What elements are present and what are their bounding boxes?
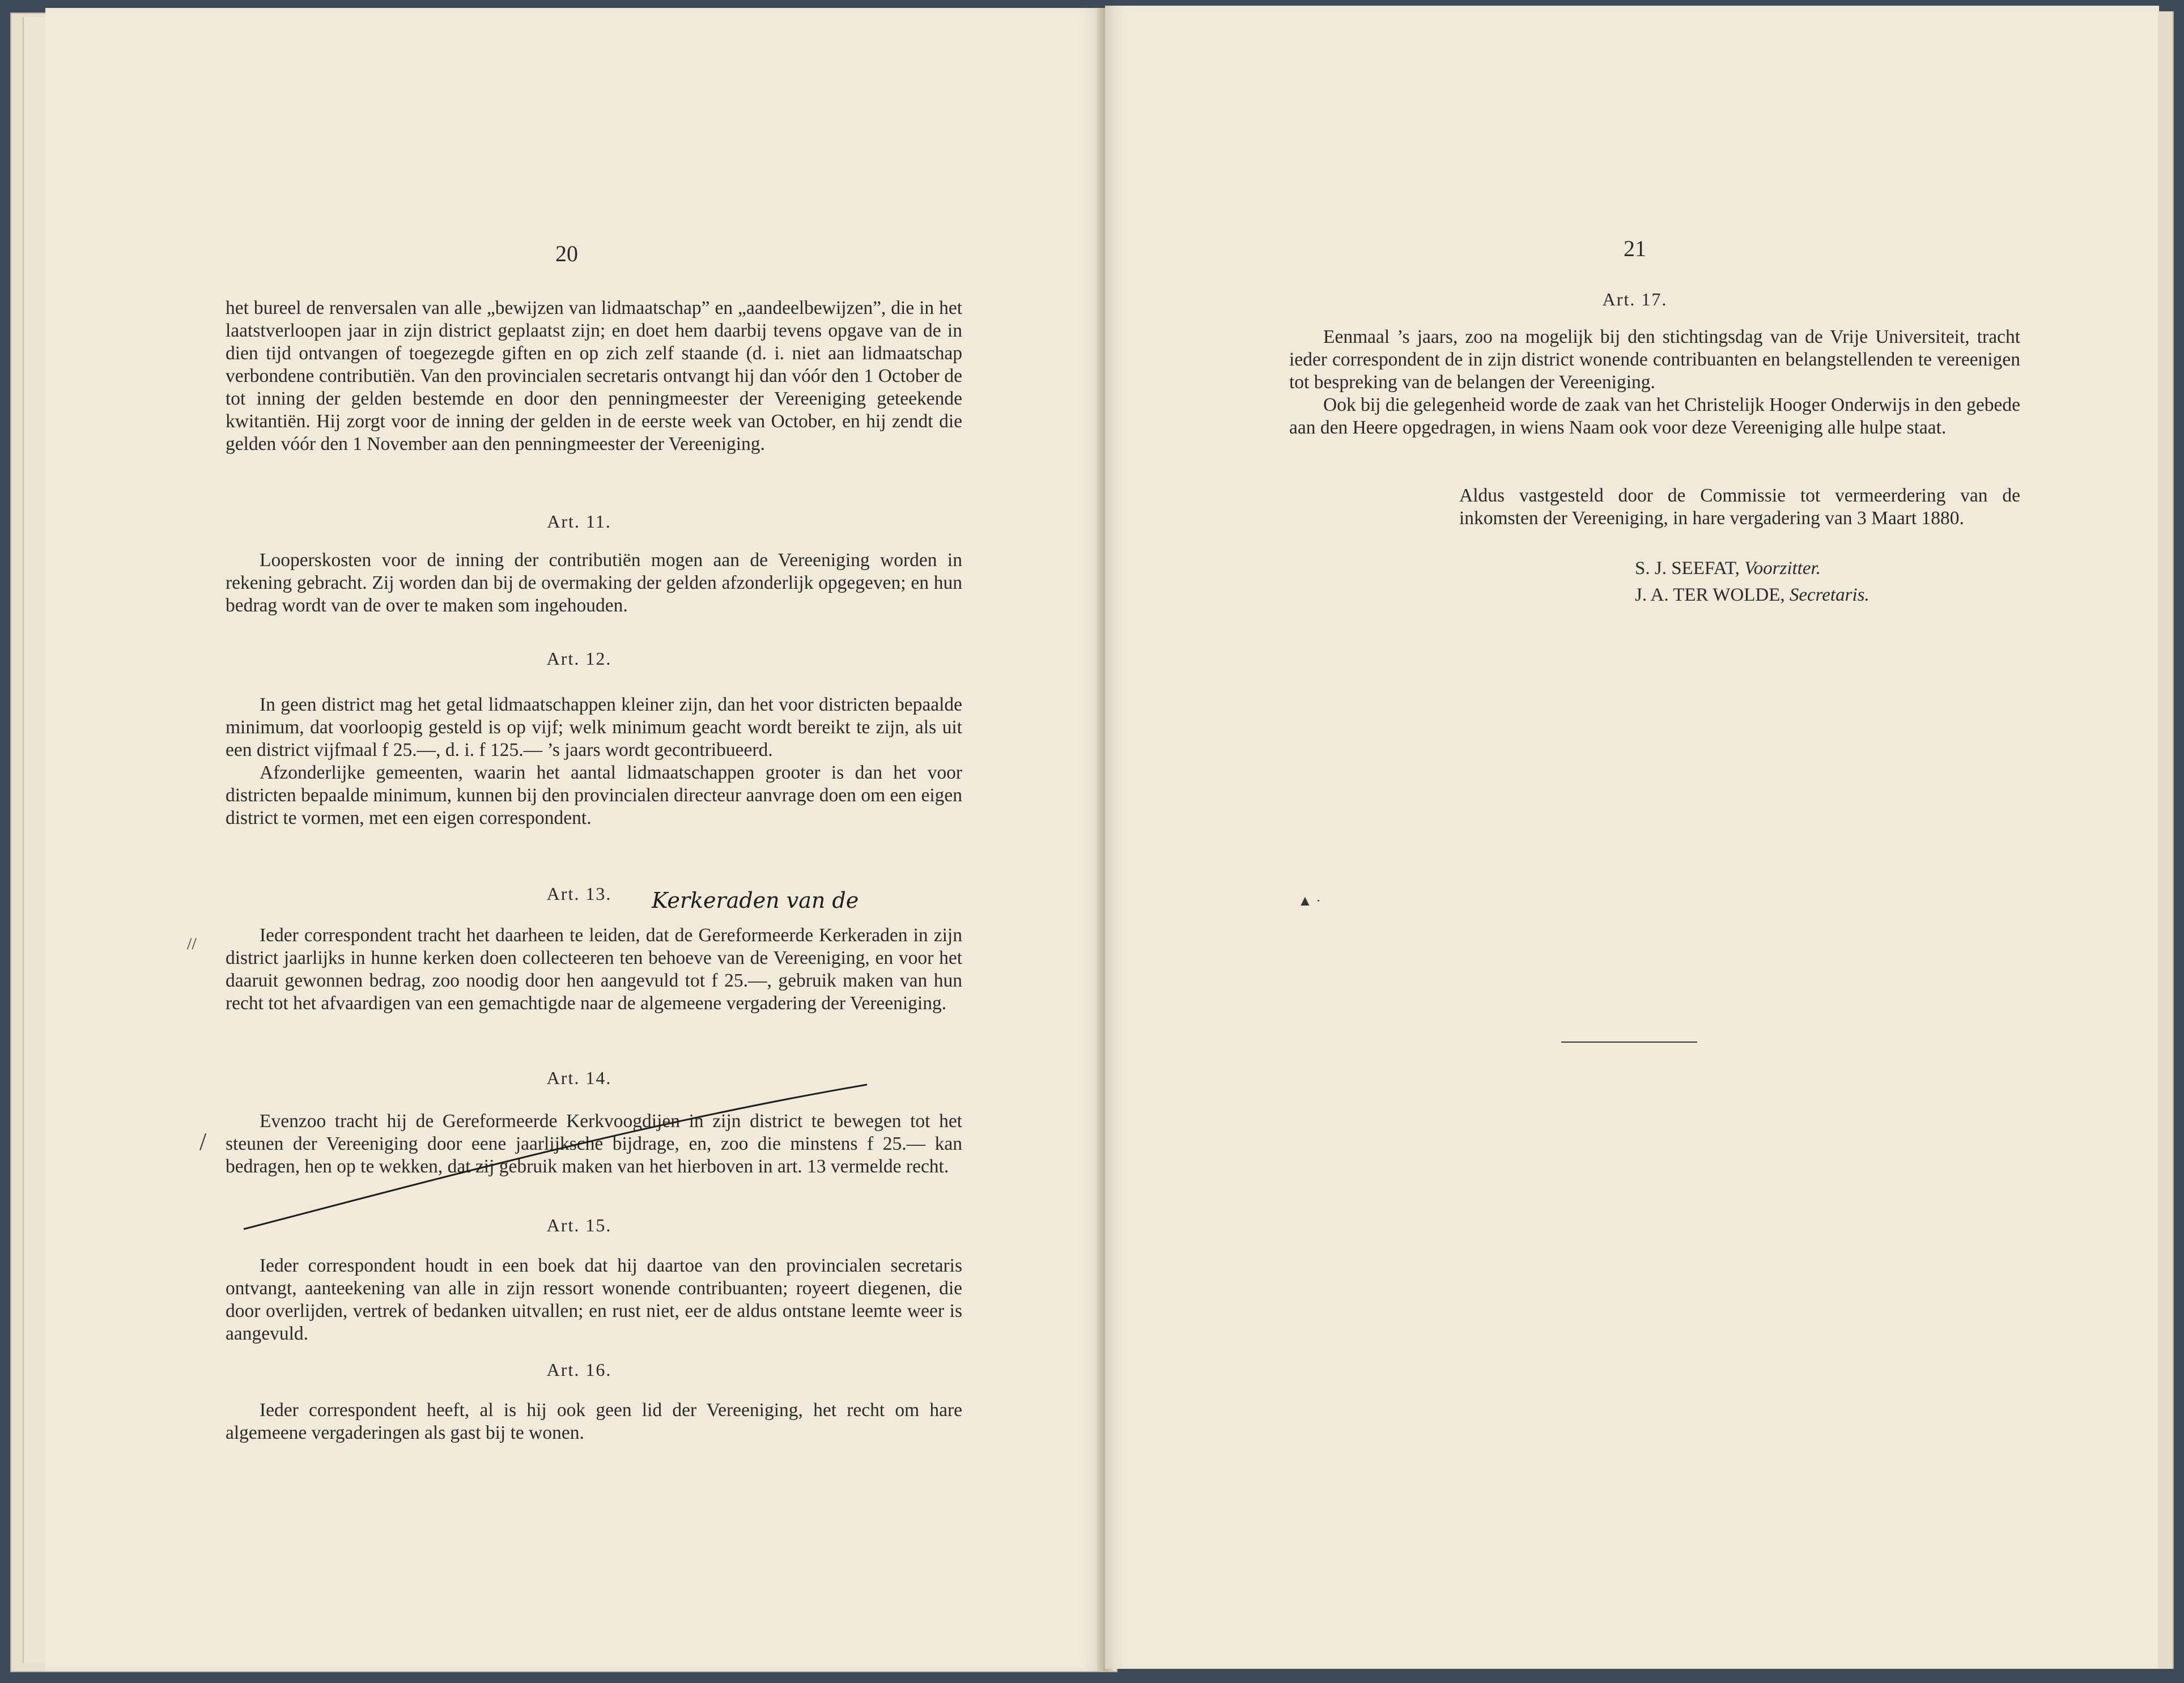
article-12-heading: Art. 12. [546, 648, 612, 669]
signature-secretary [1635, 585, 1869, 606]
article-15-text: Ieder correspondent houdt in een boek dat hij daartoe van den provincialen secretaris ontvangt, aanteekening van alle in zijn ressort wonende contribuanten; royeert diegenen, die door overlijden, vertrek of bedanken uitvallen; en rust niet, eer de aldus ontstane leemte weer is aangevuld. [226, 1255, 962, 1344]
signature-chair-role: Voorzitter. [1744, 558, 1821, 579]
margin-mark-14: / [199, 1128, 207, 1155]
article-15-heading: Art. 15. [546, 1215, 612, 1235]
article-11-text: Looperskosten voor de inning der contributiën mogen aan de Vereeniging worden in rekening gebracht. Zij worden dan bij de overmaking der gelden afzonderlijk opgegeven; en hun bedrag wordt van de over te maken som ingehouden. [226, 550, 962, 616]
article-11-heading: Art. 11. [547, 511, 611, 532]
signature-chair [1635, 558, 1821, 579]
intro-paragraph: het bureel de renversalen van alle „bewijzen van lidmaatschap” en „aandeelbewijzen”, die in het laatstverloopen jaar in zijn district geplaatst zijn; en doet hem daarbij tevens opgave van de in dien tijd ontvangen of toegezegde giften en op zich zelf staande (d. i. niet aan lidmaatschap verbondene contributiën. Van den provincialen secretaris ontvangt hij dan vóór den 1 October de tot inning der gelden bestemde en door den penningmeester der Vereeniging geteekende kwitantiën. Hij zorgt voor de inning der gelden in de eerste week van October, en hij zendt die gelden vóór den 1 November aan den penningmeester der Vereeniging. [226, 298, 962, 454]
article-14-heading: Art. 14. [546, 1068, 612, 1088]
article-13-text: Ieder correspondent tracht het daarheen te leiden, dat de Gereformeerde Kerkeraden in zijn district jaarlijks in hunne kerken doen collecteeren ten behoeve van de Vereeniging, en voor het daaruit gewonnen bedrag, zoo noodig door hen aangevuld tot f 25.—, gebruik maken van hun recht tot het afvaardigen van een gemachtigde naar de algemeene vergadering der Vereeniging. [226, 925, 962, 1014]
handwritten-annotation: Kerkeraden van de [652, 888, 859, 913]
article-17-text: Eenmaal ’s jaars, zoo na mogelijk bij den stichtingsdag van de Vrije Universiteit, tracht ieder correspondent de in zijn district wonende contribuanten en belangstellenden te vereenigen tot bespreking van de belangen der Vereeniging. Ook bij die gelegenheid worde de zaak van het Christelijk Hooger Onderwijs in den gebede aan den Heere opgedragen, in wiens Naam ook voor deze Vereeniging alle hulpe staat. [1289, 326, 2020, 438]
page-number-right: 21 [1624, 236, 1646, 261]
article-16-heading: Art. 16. [546, 1359, 612, 1380]
article-13-heading: Art. 13. [546, 883, 612, 904]
article-17-heading: Art. 17. [1602, 289, 1668, 309]
strikethrough-line [238, 1073, 873, 1238]
left-page [45, 8, 1104, 1671]
margin-mark-13: // [187, 934, 197, 953]
article-16-text: Ieder correspondent heeft, al is hij ook geen lid der Vereeniging, het recht om hare algemeene vergaderingen als gast bij te wonen. [226, 1400, 962, 1443]
end-rule [1561, 1042, 1697, 1043]
signature-chair-name: S. J. SEEFAT, [1635, 558, 1740, 579]
ink-mark: ▲ · [1298, 892, 1321, 909]
page-number-left: 20 [555, 241, 578, 266]
closing-statement: Aldus vastgesteld door de Commissie tot vermeerdering van de inkomsten der Vereeniging, in hare vergadering van 3 Maart 1880. [1459, 485, 2020, 529]
signature-secretary-role: Secretaris. [1789, 585, 1869, 605]
right-page [1105, 6, 2159, 1669]
article-14-text: Evenzoo tracht hij de Gereformeerde Kerkvoogdijen in zijn district te bewegen tot het steunen der Vereeniging door eene jaarlijksche bijdrage, en, zoo die minstens f 25.— kan bedragen, hen op te wekken, dat zij gebruik maken van het hierboven in art. 13 vermelde recht. [226, 1111, 962, 1177]
article-12-text: In geen district mag het getal lidmaatschappen kleiner zijn, dan het voor districten bepaalde minimum, dat voorloopig gesteld is op vijf; welk minimum geacht wordt bereikt te zijn, als uit een district vijfmaal f 25.—, d. i. f 125.— ’s jaars wordt gecontribueerd. Afzonderlijke gemeenten, waarin het aantal lidmaatschappen grooter is dan het voor districten bepaalde minimum, kunnen bij den provincialen directeur aanvrage doen om een eigen district te vormen, met een eigen correspondent. [226, 694, 962, 828]
signature-secretary-name: J. A. TER WOLDE, [1635, 585, 1785, 605]
